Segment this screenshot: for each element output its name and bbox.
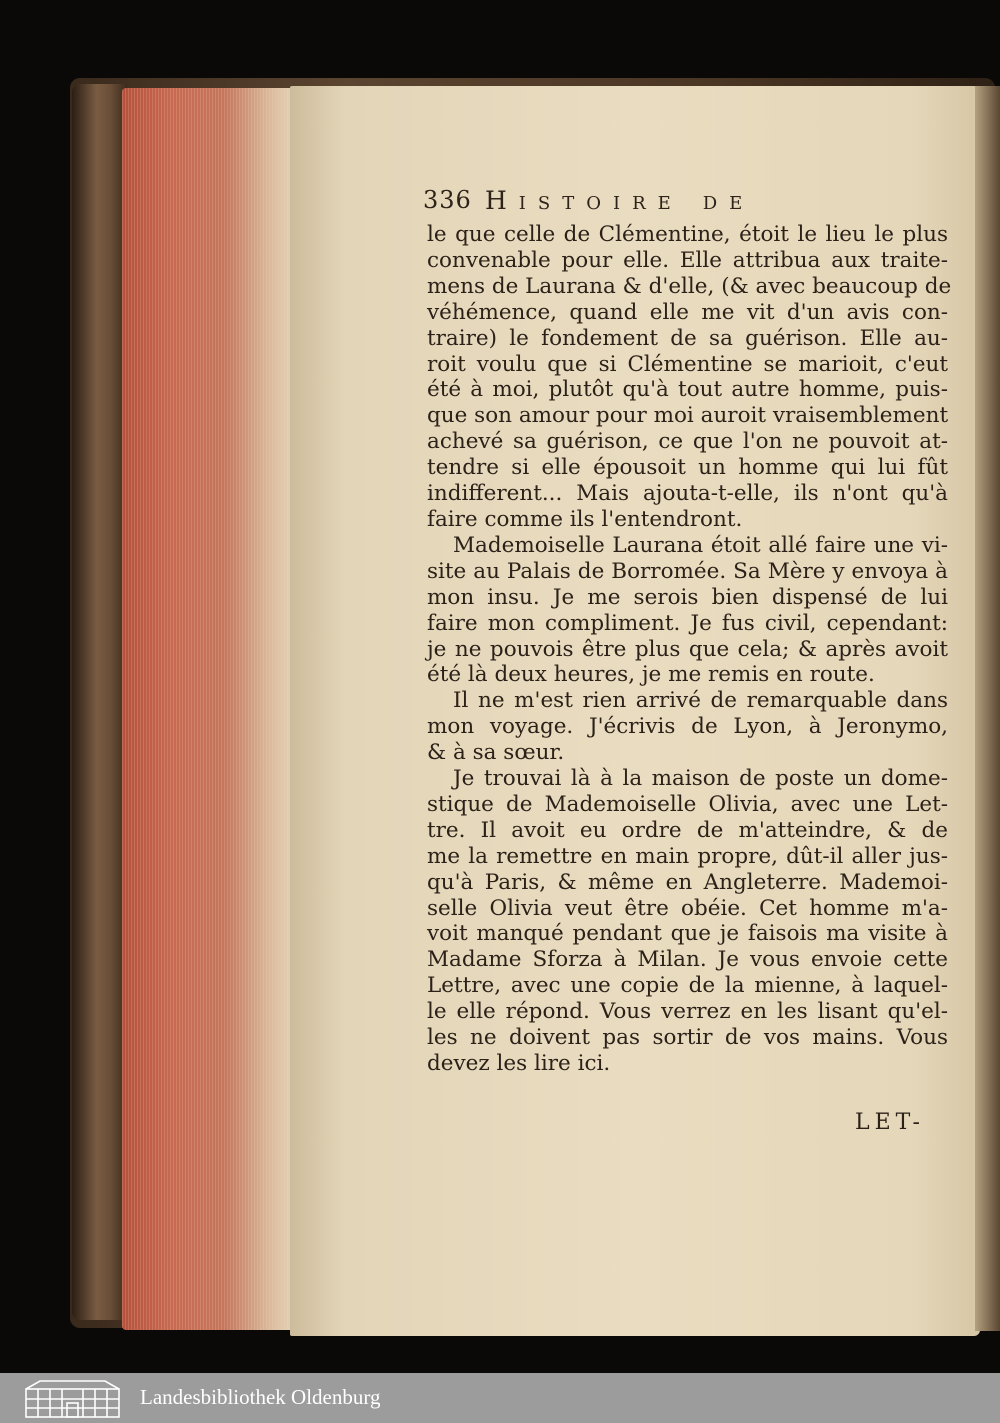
library-building-icon xyxy=(20,1377,125,1419)
text-line: devez les lire ici. xyxy=(427,1051,611,1076)
text-line: achevé sa guérison, ce que l'on ne pouvoit at- xyxy=(427,429,948,455)
text-line: faire comme ils l'entendront. xyxy=(427,506,743,532)
text-line: me la remettre en main propre, dût-il aller jus- xyxy=(427,843,948,869)
catchword: LET- xyxy=(855,1110,925,1135)
text-line: le elle répond. Vous verrez en les lisant qu'el- xyxy=(427,999,948,1025)
page-gutter-shadow xyxy=(975,86,1000,1331)
text-block xyxy=(427,222,952,1077)
running-head xyxy=(423,186,863,222)
text-line: les ne doivent pas sortir de vos mains. Vous xyxy=(427,1025,948,1051)
text-line: indifferent... Mais ajouta-t-elle, ils n'ont qu'à xyxy=(427,481,948,507)
page-edges-block xyxy=(122,88,294,1330)
text-line: voit manqué pendant que je faisois ma visite à xyxy=(427,921,948,947)
text-line: roit voulu que si Clémentine se marioit, c'eut xyxy=(427,351,948,377)
text-line: tre. Il avoit eu ordre de m'atteindre, & de xyxy=(427,817,948,843)
text-line: été là deux heures, je me remis en route. xyxy=(427,662,875,688)
text-line: véhémence, quand elle me vit d'un avis con- xyxy=(427,299,948,325)
book-binding-edge xyxy=(72,84,127,1320)
text-line: stique de Mademoiselle Olivia, avec une Let- xyxy=(427,791,948,817)
text-line: traire) le fondement de sa guérison. Elle au- xyxy=(427,325,948,351)
text-line: Madame Sforza à Milan. Je vous envoie cette xyxy=(427,947,948,973)
text-line: Je trouvai là à la maison de poste un dome- xyxy=(453,766,948,792)
text-line: que son amour pour moi auroit vraisemblement xyxy=(427,403,949,429)
text-line: faire mon compliment. Je fus civil, cependant: xyxy=(427,610,948,636)
text-line: site au Palais de Borromée. Sa Mère y envoya à xyxy=(427,558,948,584)
text-line: & à sa sœur. xyxy=(427,740,565,766)
text-line: mon voyage. J'écrivis de Lyon, à Jeronymo, xyxy=(427,714,948,740)
text-line: selle Olivia veut être obéie. Cet homme m'a- xyxy=(427,895,948,921)
running-title: Histoire de xyxy=(485,186,755,215)
footer-bar xyxy=(0,1373,1000,1423)
library-name: Landesbibliothek Oldenburg xyxy=(140,1385,381,1409)
text-line: mens de Laurana & d'elle, (& avec beaucoup de xyxy=(427,273,952,299)
text-line: tendre si elle épousoit un homme qui lui fût xyxy=(427,455,948,481)
page-number: 336 xyxy=(423,186,472,214)
text-line: Il ne m'est rien arrivé de remarquable dans xyxy=(453,688,948,714)
text-line: mon insu. Je me serois bien dispensé de lui xyxy=(427,584,948,610)
text-line: Mademoiselle Laurana étoit allé faire une vi- xyxy=(453,532,948,558)
page-body-text xyxy=(427,222,952,1077)
text-line: je ne pouvois être plus que cela; & après avoit xyxy=(427,636,948,662)
text-line: convenable pour elle. Elle attribua aux traite- xyxy=(427,247,948,273)
text-line: le que celle de Clémentine, étoit le lieu le plus xyxy=(427,222,948,247)
text-line: été à moi, plutôt qu'à tout autre homme, puis- xyxy=(427,377,948,403)
text-line: Lettre, avec une copie de la mienne, à laquel- xyxy=(427,973,948,999)
text-line: qu'à Paris, & même en Angleterre. Mademoi- xyxy=(427,869,948,895)
